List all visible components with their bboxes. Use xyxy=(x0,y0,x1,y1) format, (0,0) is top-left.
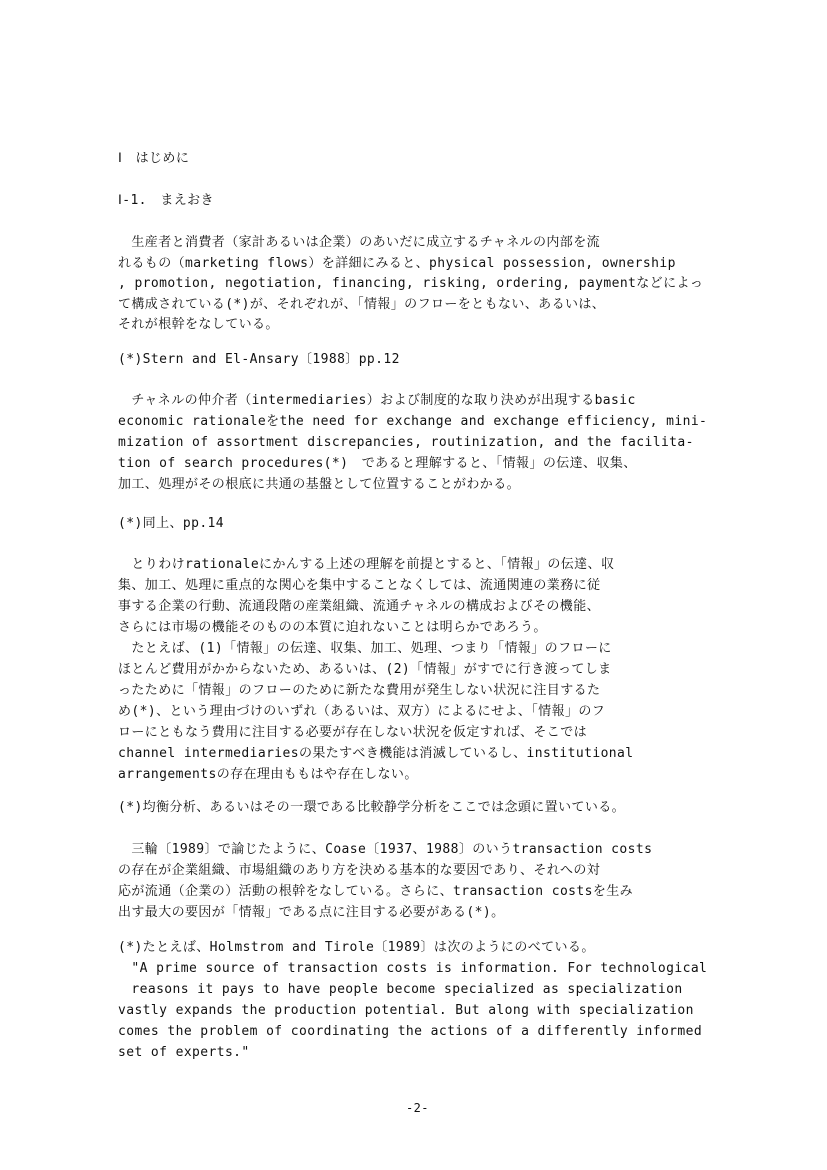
text-line: 出す最大の要因が「情報」である点に注目する必要がある(*)。 xyxy=(118,905,505,920)
text-line: mization of assortment discrepancies, routinization, and the facilita- xyxy=(118,435,694,450)
quote-line: "A prime source of transaction costs is information. For technological xyxy=(118,961,708,976)
text-line: 三輪〔1989〕で論じたように、Coase〔1937、1988〕のいうtransaction costs xyxy=(118,842,653,857)
quote-line: set of experts." xyxy=(118,1045,250,1060)
text-line: ほとんど費用がかからないため、あるいは、(2)「情報」がすでに行き渡ってしま xyxy=(118,662,612,677)
footnote-3: (*)均衡分析、あるいはその一環である比較静学分析をここでは念頭に置いている。 xyxy=(118,800,626,815)
text-line: 事する企業の行動、流通段階の産業組織、流通チャネルの構成およびその機能、 xyxy=(118,599,601,614)
text-line: チャネルの仲介者（intermediaries）および制度的な取り決めが出現するbasic xyxy=(118,393,636,408)
footnote-2: (*)同上、pp.14 xyxy=(118,516,225,531)
text-line: さらには市場の機能そのものの本質に迫れないことは明らかであろう。 xyxy=(118,620,547,635)
text-line: それが根幹をなしている。 xyxy=(118,317,279,332)
footnote-4: (*)たとえば、Holmstrom and Tirole〔1989〕は次のようにのべている。 xyxy=(118,940,595,955)
section-heading: Ⅰ はじめに xyxy=(118,151,190,166)
text-line: とりわけrationaleにかんする上述の理解を前提とすると、「情報」の伝達、収 xyxy=(118,557,615,572)
footnote-1: (*)Stern and El-Ansary〔1988〕pp.12 xyxy=(118,352,400,367)
text-line: 集、加工、処理に重点的な関心を集中することなくしては、流通関連の業務に従 xyxy=(118,578,601,593)
text-line: economic rationaleをthe need for exchange and exchange efficiency, mini- xyxy=(118,414,708,429)
text-line: , promotion, negotiation, financing, risking, ordering, paymentなどによっ xyxy=(118,276,704,291)
text-line: ったために「情報」のフローのために新たな費用が発生しない状況に注目するた xyxy=(118,683,601,698)
quote-line: reasons it pays to have people become specialized as specialization xyxy=(118,982,683,997)
quote-line: comes the problem of coordinating the actions of a differently informed xyxy=(118,1024,703,1039)
subsection-heading: Ⅰ-1. まえおき xyxy=(118,193,214,208)
text-line: channel intermediariesの果たすべき機能は消滅しているし、institutional xyxy=(118,746,634,761)
text-line: 生産者と消費者（家計あるいは企業）のあいだに成立するチャネルの内部を流 xyxy=(118,235,601,250)
text-line: たとえば、(1)「情報」の伝達、収集、加工、処理、つまり「情報」のフローに xyxy=(118,641,612,656)
text-line: れるもの（marketing flows）を詳細にみると、physical possession, ownership xyxy=(118,256,676,271)
text-line: tion of search procedures(*) であると理解すると、「情報」の伝達、収集、 xyxy=(118,456,637,471)
text-line: 応が流通（企業の）活動の根幹をなしている。さらに、transaction costsを生み xyxy=(118,884,634,899)
text-line: め(*)、という理由づけのいずれ（あるいは、双方）によるにせよ、「情報」のフ xyxy=(118,704,606,719)
page-number: -2- xyxy=(406,1101,429,1115)
text-line: の存在が企業組織、市場組織のあり方を決める基本的な要因であり、それへの対 xyxy=(118,863,601,878)
text-line: 加工、処理がその根底に共通の基盤として位置することがわかる。 xyxy=(118,477,521,492)
text-line: arrangementsの存在理由ももはや存在しない。 xyxy=(118,767,418,782)
text-line: て構成されている(*)が、それぞれが、「情報」のフローをともない、あるいは、 xyxy=(118,297,606,312)
quote-line: vastly expands the production potential. But along with specialization xyxy=(118,1003,694,1018)
text-line: ローにともなう費用に注目する必要が存在しない状況を仮定すれば、そこでは xyxy=(118,725,588,740)
